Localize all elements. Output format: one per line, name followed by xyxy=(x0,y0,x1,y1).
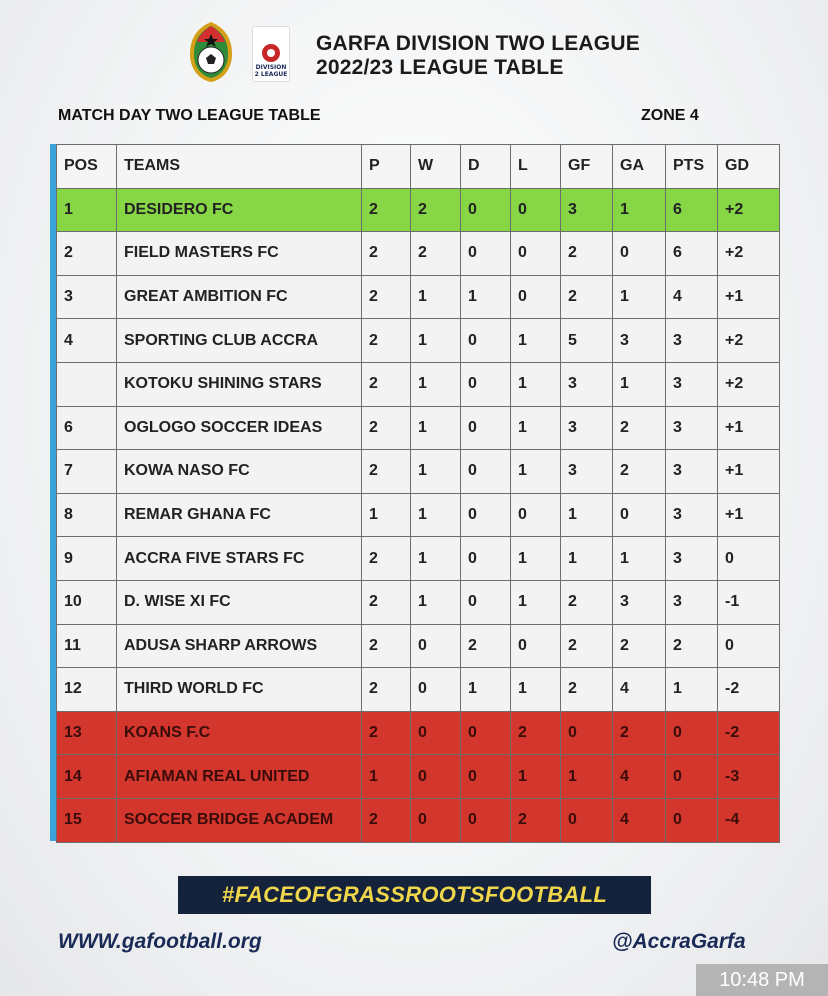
cell-p: 2 xyxy=(362,362,411,406)
cell-gf: 0 xyxy=(561,711,613,755)
cell-ga: 4 xyxy=(613,798,666,842)
table-header-row xyxy=(57,145,780,189)
cell-ga: 2 xyxy=(613,450,666,494)
cell-pts: 0 xyxy=(666,711,718,755)
cell-pts: 3 xyxy=(666,493,718,537)
column-header-w: W xyxy=(411,145,461,189)
cell-d: 0 xyxy=(461,755,511,799)
cell-gd: -1 xyxy=(718,580,780,624)
cell-gd: -4 xyxy=(718,798,780,842)
cell-d: 0 xyxy=(461,493,511,537)
cell-w: 1 xyxy=(411,450,461,494)
cell-ga: 0 xyxy=(613,232,666,276)
cell-gd: +1 xyxy=(718,493,780,537)
cell-gf: 5 xyxy=(561,319,613,363)
cell-p: 2 xyxy=(362,406,411,450)
cell-ga: 0 xyxy=(613,493,666,537)
cell-p: 2 xyxy=(362,580,411,624)
table-row xyxy=(57,711,780,755)
cell-d: 1 xyxy=(461,668,511,712)
table-row xyxy=(57,450,780,494)
cell-d: 0 xyxy=(461,580,511,624)
cell-teams: FIELD MASTERS FC xyxy=(117,232,362,276)
cell-w: 2 xyxy=(411,232,461,276)
cell-gd: -2 xyxy=(718,668,780,712)
cell-pos: 10 xyxy=(57,580,117,624)
column-header-pts: PTS xyxy=(666,145,718,189)
cell-l: 2 xyxy=(511,711,561,755)
cell-w: 1 xyxy=(411,493,461,537)
cell-gd: +1 xyxy=(718,450,780,494)
cell-pts: 3 xyxy=(666,362,718,406)
football-icon xyxy=(262,44,280,62)
cell-gf: 1 xyxy=(561,493,613,537)
ghana-fa-logo-icon xyxy=(186,20,236,84)
cell-teams: KOWA NASO FC xyxy=(117,450,362,494)
cell-gd: +1 xyxy=(718,406,780,450)
cell-gf: 2 xyxy=(561,232,613,276)
column-header-p: P xyxy=(362,145,411,189)
cell-ga: 4 xyxy=(613,668,666,712)
cell-w: 0 xyxy=(411,798,461,842)
cell-d: 0 xyxy=(461,362,511,406)
table-body xyxy=(57,188,780,842)
title-line-1: GARFA DIVISION TWO LEAGUE xyxy=(316,32,640,55)
zone-label: ZONE 4 xyxy=(641,107,699,124)
cell-p: 2 xyxy=(362,537,411,581)
cell-w: 1 xyxy=(411,319,461,363)
cell-w: 0 xyxy=(411,711,461,755)
cell-d: 2 xyxy=(461,624,511,668)
cell-w: 1 xyxy=(411,580,461,624)
cell-p: 2 xyxy=(362,450,411,494)
table-row xyxy=(57,319,780,363)
cell-teams: ADUSA SHARP ARROWS xyxy=(117,624,362,668)
cell-teams: ACCRA FIVE STARS FC xyxy=(117,537,362,581)
cell-pos: 3 xyxy=(57,275,117,319)
cell-pos: 8 xyxy=(57,493,117,537)
cell-l: 0 xyxy=(511,275,561,319)
cell-ga: 2 xyxy=(613,711,666,755)
cell-d: 0 xyxy=(461,319,511,363)
table-row xyxy=(57,362,780,406)
cell-p: 2 xyxy=(362,624,411,668)
title-line-2: 2022/23 LEAGUE TABLE xyxy=(316,56,564,79)
status-clock: 10:48 PM xyxy=(696,964,828,996)
cell-l: 1 xyxy=(511,362,561,406)
cell-teams: KOANS F.C xyxy=(117,711,362,755)
cell-w: 1 xyxy=(411,362,461,406)
cell-ga: 2 xyxy=(613,406,666,450)
cell-pos: 9 xyxy=(57,537,117,581)
league-table xyxy=(56,144,780,843)
cell-teams: KOTOKU SHINING STARS xyxy=(117,362,362,406)
cell-pts: 6 xyxy=(666,188,718,232)
table-row xyxy=(57,624,780,668)
cell-l: 0 xyxy=(511,624,561,668)
column-header-gd: GD xyxy=(718,145,780,189)
cell-gf: 2 xyxy=(561,624,613,668)
cell-l: 2 xyxy=(511,798,561,842)
cell-gf: 3 xyxy=(561,188,613,232)
cell-gf: 0 xyxy=(561,798,613,842)
cell-w: 0 xyxy=(411,624,461,668)
cell-d: 0 xyxy=(461,232,511,276)
cell-gd: 0 xyxy=(718,537,780,581)
cell-d: 0 xyxy=(461,450,511,494)
cell-teams: SPORTING CLUB ACCRA xyxy=(117,319,362,363)
cell-pts: 3 xyxy=(666,580,718,624)
matchday-label: MATCH DAY TWO LEAGUE TABLE xyxy=(58,107,321,124)
cell-pos: 6 xyxy=(57,406,117,450)
table-row xyxy=(57,275,780,319)
league-table-container xyxy=(50,144,777,841)
page-title xyxy=(316,32,640,80)
cell-p: 1 xyxy=(362,493,411,537)
cell-ga: 1 xyxy=(613,275,666,319)
column-header-teams: TEAMS xyxy=(117,145,362,189)
cell-pts: 4 xyxy=(666,275,718,319)
cell-gd: +2 xyxy=(718,319,780,363)
cell-p: 2 xyxy=(362,188,411,232)
cell-pos: 11 xyxy=(57,624,117,668)
cell-pos: 1 xyxy=(57,188,117,232)
cell-teams: AFIAMAN REAL UNITED xyxy=(117,755,362,799)
cell-teams: REMAR GHANA FC xyxy=(117,493,362,537)
cell-gf: 3 xyxy=(561,450,613,494)
cell-pts: 3 xyxy=(666,406,718,450)
cell-d: 1 xyxy=(461,275,511,319)
cell-pts: 3 xyxy=(666,537,718,581)
cell-d: 0 xyxy=(461,188,511,232)
cell-p: 2 xyxy=(362,232,411,276)
cell-pos: 2 xyxy=(57,232,117,276)
cell-teams: DESIDERO FC xyxy=(117,188,362,232)
cell-teams: SOCCER BRIDGE ACADEM xyxy=(117,798,362,842)
cell-l: 0 xyxy=(511,188,561,232)
cell-p: 2 xyxy=(362,711,411,755)
table-row xyxy=(57,798,780,842)
table-row xyxy=(57,406,780,450)
cell-pos: 7 xyxy=(57,450,117,494)
cell-ga: 3 xyxy=(613,319,666,363)
cell-pts: 3 xyxy=(666,319,718,363)
cell-w: 1 xyxy=(411,406,461,450)
cell-d: 0 xyxy=(461,711,511,755)
cell-l: 1 xyxy=(511,450,561,494)
cell-w: 1 xyxy=(411,275,461,319)
cell-pts: 6 xyxy=(666,232,718,276)
cell-l: 0 xyxy=(511,493,561,537)
column-header-l: L xyxy=(511,145,561,189)
cell-pts: 0 xyxy=(666,755,718,799)
cell-p: 1 xyxy=(362,755,411,799)
cell-p: 2 xyxy=(362,319,411,363)
cell-gd: -2 xyxy=(718,711,780,755)
cell-gf: 3 xyxy=(561,406,613,450)
cell-gd: -3 xyxy=(718,755,780,799)
cell-w: 2 xyxy=(411,188,461,232)
table-row xyxy=(57,232,780,276)
cell-l: 1 xyxy=(511,580,561,624)
column-header-gf: GF xyxy=(561,145,613,189)
table-row xyxy=(57,188,780,232)
column-header-d: D xyxy=(461,145,511,189)
cell-d: 0 xyxy=(461,406,511,450)
cell-d: 0 xyxy=(461,537,511,581)
cell-pts: 1 xyxy=(666,668,718,712)
badge-text: DIVISION 2 LEAGUE xyxy=(254,64,288,78)
cell-gf: 1 xyxy=(561,537,613,581)
cell-p: 2 xyxy=(362,275,411,319)
table-row xyxy=(57,755,780,799)
column-header-pos: POS xyxy=(57,145,117,189)
header xyxy=(186,18,706,88)
cell-teams: D. WISE XI FC xyxy=(117,580,362,624)
hashtag-banner: #FACEOFGRASSROOTSFOOTBALL xyxy=(178,876,651,914)
cell-pos: 14 xyxy=(57,755,117,799)
cell-pts: 0 xyxy=(666,798,718,842)
cell-gf: 1 xyxy=(561,755,613,799)
table-row xyxy=(57,580,780,624)
cell-pos: 4 xyxy=(57,319,117,363)
cell-w: 0 xyxy=(411,668,461,712)
cell-ga: 3 xyxy=(613,580,666,624)
cell-ga: 1 xyxy=(613,188,666,232)
cell-ga: 1 xyxy=(613,362,666,406)
cell-teams: GREAT AMBITION FC xyxy=(117,275,362,319)
cell-p: 2 xyxy=(362,798,411,842)
cell-ga: 2 xyxy=(613,624,666,668)
cell-gd: +2 xyxy=(718,362,780,406)
table-row xyxy=(57,493,780,537)
cell-pts: 3 xyxy=(666,450,718,494)
cell-teams: THIRD WORLD FC xyxy=(117,668,362,712)
website-link[interactable]: WWW.gafootball.org xyxy=(58,930,262,953)
cell-w: 1 xyxy=(411,537,461,581)
cell-gd: +2 xyxy=(718,232,780,276)
cell-l: 1 xyxy=(511,537,561,581)
cell-gd: +1 xyxy=(718,275,780,319)
cell-l: 0 xyxy=(511,232,561,276)
cell-gf: 3 xyxy=(561,362,613,406)
cell-gf: 2 xyxy=(561,580,613,624)
table-row xyxy=(57,537,780,581)
cell-l: 1 xyxy=(511,668,561,712)
table-row xyxy=(57,668,780,712)
cell-pos: 15 xyxy=(57,798,117,842)
cell-gd: +2 xyxy=(718,188,780,232)
cell-w: 0 xyxy=(411,755,461,799)
cell-gd: 0 xyxy=(718,624,780,668)
cell-ga: 4 xyxy=(613,755,666,799)
social-handle[interactable]: @AccraGarfa xyxy=(612,930,746,953)
cell-pos: 13 xyxy=(57,711,117,755)
cell-l: 1 xyxy=(511,755,561,799)
cell-pos xyxy=(57,362,117,406)
cell-d: 0 xyxy=(461,798,511,842)
cell-l: 1 xyxy=(511,406,561,450)
cell-pos: 12 xyxy=(57,668,117,712)
cell-pts: 2 xyxy=(666,624,718,668)
cell-teams: OGLOGO SOCCER IDEAS xyxy=(117,406,362,450)
cell-p: 2 xyxy=(362,668,411,712)
cell-gf: 2 xyxy=(561,668,613,712)
cell-l: 1 xyxy=(511,319,561,363)
column-header-ga: GA xyxy=(613,145,666,189)
division-two-badge xyxy=(252,26,290,82)
cell-ga: 1 xyxy=(613,537,666,581)
cell-gf: 2 xyxy=(561,275,613,319)
